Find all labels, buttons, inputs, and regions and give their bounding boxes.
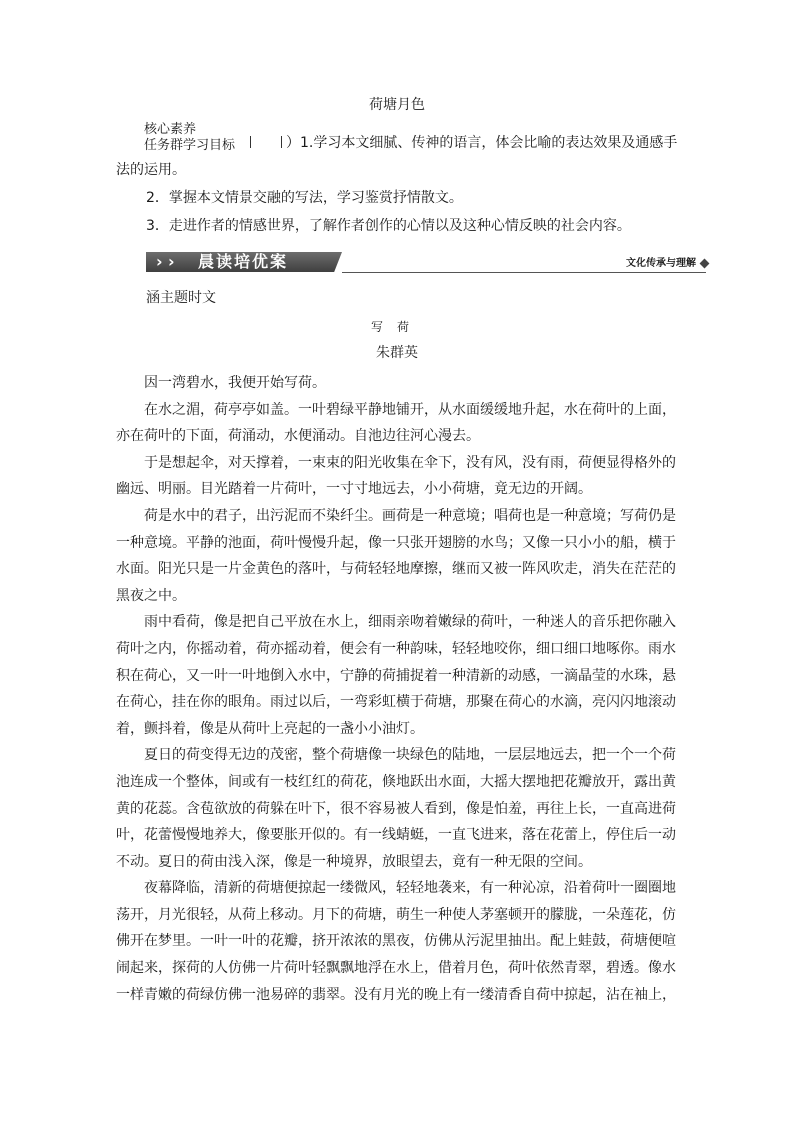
article-line: 在荷心，挂在你的眼角。雨过以后，一弯彩虹横于荷塘，那聚在荷心的水滴，亮闪闪地滚动 — [116, 694, 676, 711]
task-group-goals-label: 任务群学习目标 — [144, 138, 236, 153]
article-line: 雨中看荷，像是把自己平放在水上，细雨亲吻着嫩绿的荷叶，一种迷人的音乐把你融入 — [144, 614, 676, 631]
banner-category: 文化传承与理解 — [626, 258, 696, 269]
bracket-mark — [250, 136, 282, 148]
article-line: 闹起来，探荷的人仿佛一片荷叶轻飘飘地浮在水上，借着月色，荷叶依然青翠，碧透。像水 — [116, 960, 676, 977]
article-line: 黑夜之中。 — [116, 587, 186, 604]
article-line: 着，颤抖着，像是从荷叶上亮起的一盏小小油灯。 — [116, 720, 424, 737]
core-literacy-label: 核心素养 — [144, 122, 197, 137]
article-author: 朱群英 — [376, 345, 418, 361]
goal-1-text: ）1.学习本文细腻、传神的语言，体会比喻的表达效果及通感手 — [286, 135, 678, 151]
banner-underline — [342, 272, 706, 273]
article-line: 积在荷心，又一叶一叶地倒入水中，宁静的荷捕捉着一种清新的动感，一滴晶莹的水珠，悬 — [116, 667, 676, 684]
section-banner — [146, 250, 708, 276]
diamond-icon — [700, 259, 710, 269]
article-line: 幽远、明丽。目光踏着一片荷叶，一寸寸地远去，小小荷塘，竟无边的开阔。 — [116, 481, 592, 498]
article-line: 夏日的荷变得无边的茂密，整个荷塘像一块绿色的陆地，一层层地远去，把一个一个荷 — [144, 747, 676, 764]
article-line: 池连成一个整体，间或有一枝红红的荷花，倏地跃出水面，大摇大摆地把花瓣放开，露出黄 — [116, 773, 676, 790]
banner-title: 晨读培优案 — [198, 252, 289, 271]
article-line: 于是想起伞，对天撑着，一束束的阳光收集在伞下，没有风，没有雨，荷便显得格外的 — [144, 454, 676, 471]
article-line: 黄的花蕊。含苞欲放的荷躲在叶下，很不容易被人看到，像是怕羞，再往上长，一直高进荷 — [116, 800, 676, 817]
article-line: 夜幕降临，清新的荷塘便掠起一缕微风，轻轻地袭来，有一种沁凉，沿着荷叶一圈圈地 — [144, 880, 676, 897]
article-line: 一种意境。平静的池面，荷叶慢慢升起，像一只张开翅膀的水鸟；又像一只小小的船，横于 — [116, 534, 676, 551]
article-line: 在水之湄，荷亭亭如盖。一叶碧绿平静地铺开，从水面缓缓地升起，水在荷叶的上面， — [144, 401, 676, 418]
article-body — [116, 370, 678, 1008]
article-line: 荷是水中的君子，出污泥而不染纤尘。画荷是一种意境；唱荷也是一种意境；写荷仍是 — [144, 507, 676, 524]
chevron-right-icon: › — [168, 252, 175, 271]
article-title: 写荷 — [370, 320, 423, 334]
article-line: 荷叶之内，你摇动着，荷亦摇动着，便会有一种韵味，轻轻地咬你，细口细口地啄你。雨水 — [116, 640, 676, 657]
article-line: 不动。夏日的荷由浅入深，像是一种境界，放眼望去，竟有一种无限的空间。 — [116, 853, 592, 870]
goal-3-text: 3．走进作者的情感世界，了解作者创作的心情以及这种心情反映的社会内容。 — [146, 218, 631, 234]
article-line: 水面。阳光只是一片金黄色的落叶，与荷轻轻地摩擦，继而又被一阵风吹走，消失在茫茫的 — [116, 561, 676, 578]
article-line: 因一湾碧水，我便开始写荷。 — [144, 375, 326, 391]
chevron-right-icon: › — [156, 252, 163, 271]
section-heading: 涵主题时文 — [146, 290, 216, 306]
article-line: 一样青嫩的荷绿仿佛一池易碎的翡翠。没有月光的晚上有一缕清香自荷中掠起，沾在袖上， — [116, 986, 676, 1003]
page-title: 荷塘月色 — [369, 97, 425, 113]
article-line: 佛开在梦里。一叶一叶的花瓣，挤开浓浓的黑夜，仿佛从污泥里抽出。配上蛙鼓，荷塘便喧 — [116, 933, 676, 950]
article-line: 叶，花蕾慢慢地养大，像要胀开似的。有一线蜻蜓，一直飞进来，落在花蕾上，停住后一动 — [116, 827, 676, 844]
article-line: 亦在荷叶的下面，荷涌动，水便涌动。自池边往河心漫去。 — [116, 428, 480, 445]
goal-2-text: 2．掌握本文情景交融的写法，学习鉴赏抒情散文。 — [146, 190, 463, 206]
goal-1-continued: 法的运用。 — [116, 162, 186, 178]
article-line: 荡开，月光很轻，从荷上移动。月下的荷塘，萌生一种使人茅塞顿开的朦胧，一朵莲花，仿 — [116, 906, 676, 923]
